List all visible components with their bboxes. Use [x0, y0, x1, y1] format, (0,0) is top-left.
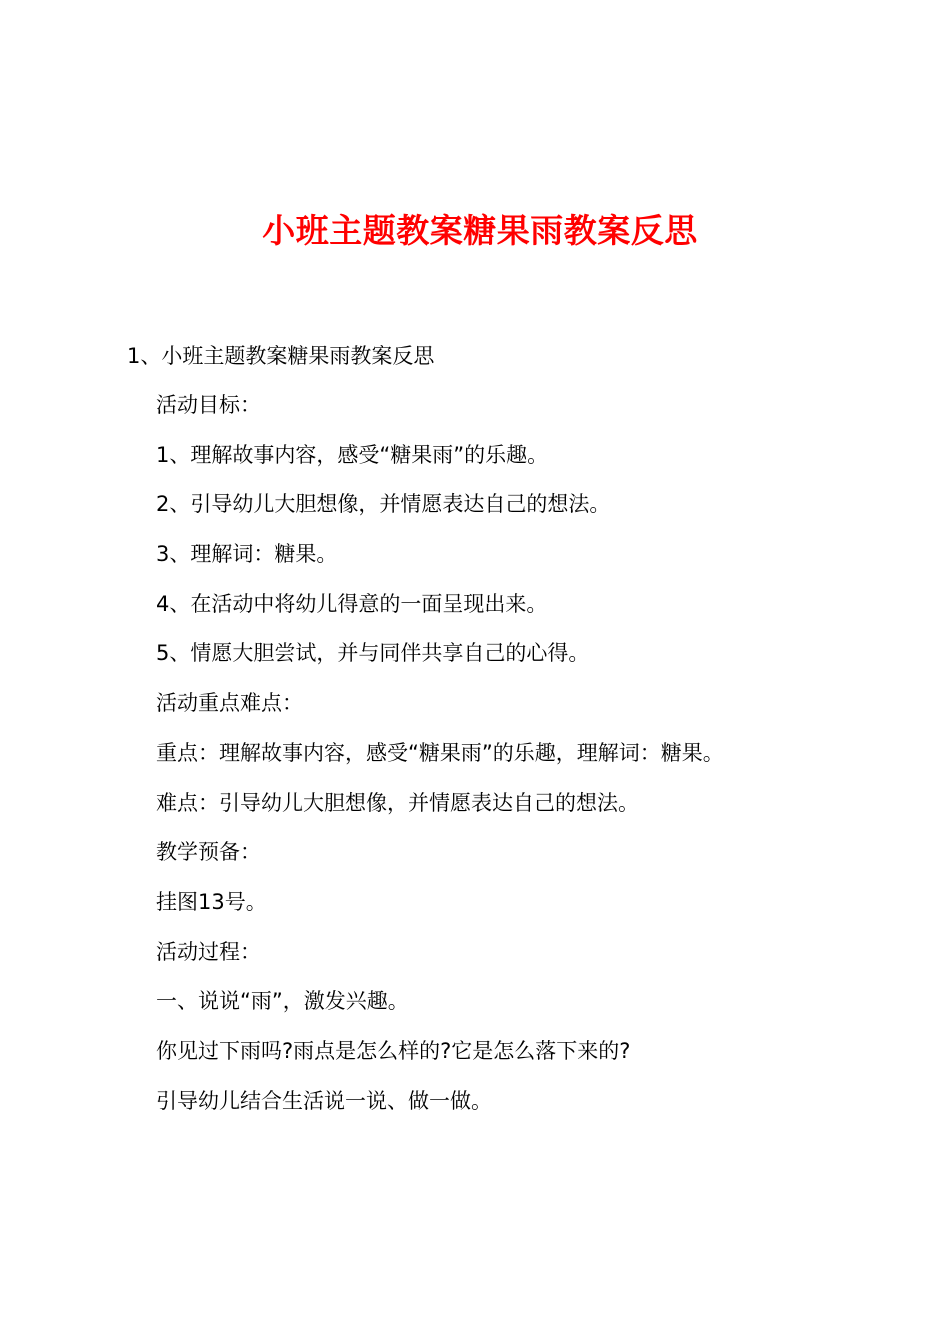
paragraph-line: 你见过下雨吗?雨点是怎么样的?它是怎么落下来的? [156, 1038, 631, 1063]
section-heading: 1、小班主题教案糖果雨教案反思 [127, 344, 435, 368]
document-body [156, 389, 936, 1134]
difficulty-line: 难点：引导幼儿大胆想像，并情愿表达自己的想法。 [156, 790, 639, 815]
key-point-line: 重点：理解故事内容，感受“糖果雨”的乐趣，理解词：糖果。 [156, 740, 724, 765]
goal-item: 2、引导幼儿大胆想像，并情愿表达自己的想法。 [156, 492, 611, 517]
document-title: 小班主题教案糖果雨教案反思 [262, 211, 698, 250]
subheading-preparation: 教学预备： [156, 840, 261, 865]
paragraph-line: 引导幼儿结合生活说一说、做一做。 [156, 1088, 492, 1113]
process-step-heading: 一、说说“雨”，激发兴趣。 [156, 989, 409, 1014]
goal-item: 1、理解故事内容，感受“糖果雨”的乐趣。 [156, 442, 549, 467]
subheading-process: 活动过程： [156, 939, 261, 964]
preparation-line: 挂图13号。 [156, 889, 267, 914]
subheading-activity-goals: 活动目标： [156, 393, 261, 417]
goal-item: 5、情愿大胆尝试，并与同伴共享自己的心得。 [156, 641, 590, 666]
goal-item: 4、在活动中将幼儿得意的一面呈现出来。 [156, 591, 548, 616]
subheading-key-points: 活动重点难点： [156, 691, 303, 716]
goal-item: 3、理解词：糖果。 [156, 542, 338, 567]
